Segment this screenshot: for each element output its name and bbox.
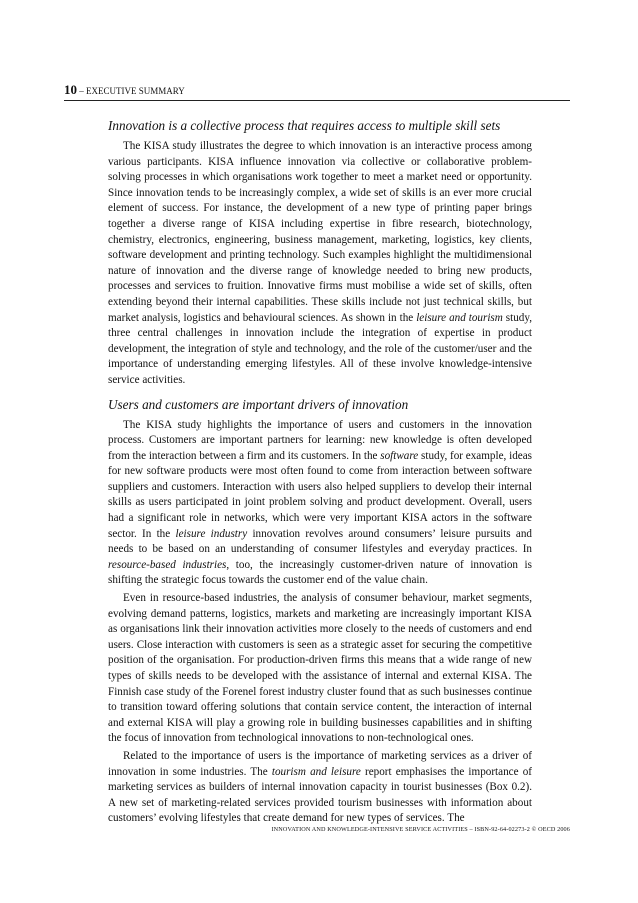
running-header xyxy=(64,84,570,101)
paragraph: Related to the importance of users is the importance of marketing services as a driver of innovation in some industries. The tourism and leisure report emphasises the importance of marketing services as builders of internal innovation capacity in tourist businesses (Box 0.2). A new set of marketing-related services provided tourism businesses with information about customers’ evolving lifestyles that create demand for new types of services. The xyxy=(108,749,532,825)
section-heading-innovation: Innovation is a collective process that requires access to multiple skill sets xyxy=(108,118,501,133)
section-heading-users: Users and customers are important drivers of innovation xyxy=(108,396,409,412)
page-body xyxy=(108,117,532,829)
section-title: – EXECUTIVE SUMMARY xyxy=(77,86,185,96)
running-footer: INNOVATION AND KNOWLEDGE-INTENSIVE SERVICE ACTIVITIES – ISBN-92-64-02273-2 © OECD 2006 xyxy=(271,826,570,833)
paragraph: The KISA study illustrates the degree to which innovation is an interactive process among various participants. KISA influence innovation via collective or collaborative problem-solving processes in which organisations work together to meet a market need or opportunity. Since innovation tends to be increasingly complex, a wide set of skills is an ever more crucial element of success. For instance, the development of a new type of printing paper brings together a diverse range of KISA including expertise in fibre research, biotechnology, chemistry, electronics, engineering, business management, marketing, logistics, key clients, software development and printing technology. Such examples highlight the multidimensional nature of innovation and the diverse range of knowledge needed to bring new products, processes and services to fruition. Innovative firms must mobilise a wide set of skills, often extending beyond their internal capabilities. These skills include not just technical skills, but market analysis, logistics and behavioural sciences. As shown in the leisure and tourism study, three central challenges in innovation include the integration of expertise in product development, the integration of style and technology, and the role of the customer/user and the importance of understanding emerging lifestyles. All of these involve knowledge-intensive service activities. xyxy=(108,140,532,386)
paragraph: The KISA study highlights the importance of users and customers in the innovation process. Customers are important partners for learning: new knowledge is often developed from the interaction between a firm and its customers. In the software study, for example, ideas for new software products were most often found to come from interaction between software suppliers and customers. Interaction with users also helped suppliers to develop their internal skills as users participated in joint problem solving and product development. Overall, users had a significant role in networks, which were very important KISA actors in the software sector. In the leisure industry innovation revolves around consumers’ leisure pursuits and needs to be based on an understanding of consumer lifestyles and everyday practices. In resource-based industries, too, the increasingly customer-driven nature of innovation is shifting the strategic focus towards the customer end of the value chain. xyxy=(108,418,532,587)
paragraph: Even in resource-based industries, the analysis of consumer behaviour, market segments, evolving demand patterns, logistics, markets and marketing are increasingly important KISA as organisations link their innovation activities more closely to the needs of customers and end users. Close interaction with customers is seen as a strategic asset for securing the competitive position of the organisation. For production-driven firms this means that a wide range of new types of skills needs to be developed with the assistance of internal and external KISA. The Finnish case study of the Forenel forest industry cluster found that as such businesses continue to transition toward offering solutions that contain service content, the interaction of internal and external KISA will play a growing role in building businesses capabilities and in shifting the focus of innovation from technological innovations to non-technological ones. xyxy=(108,592,532,745)
page-number: 10 xyxy=(64,82,77,97)
